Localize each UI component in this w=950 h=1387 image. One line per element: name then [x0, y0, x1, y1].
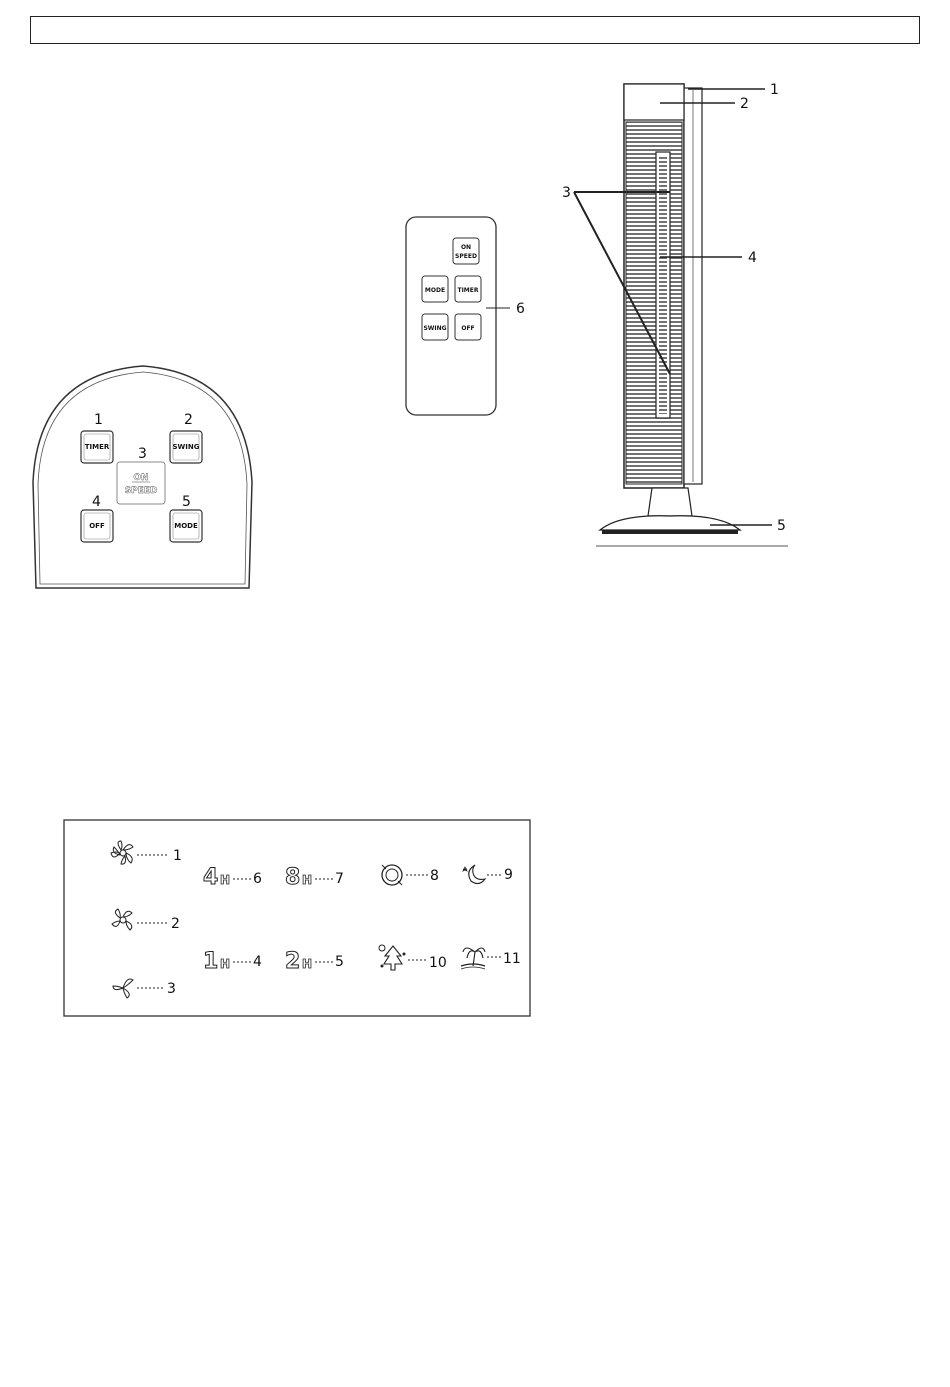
svg-text:OFF: OFF: [461, 325, 475, 332]
remote-label-6: 6: [516, 301, 525, 317]
mode-button[interactable]: [170, 510, 202, 542]
legend-label-11: 11: [503, 951, 521, 967]
remote-figure: [400, 212, 540, 422]
control-panel-figure: [28, 362, 260, 594]
svg-text:TIMER: TIMER: [84, 443, 110, 451]
display-legend-figure: [63, 818, 533, 1018]
tower-fan-figure: [560, 76, 820, 550]
remote-on-speed-button[interactable]: [453, 238, 479, 264]
svg-text:1: 1: [203, 949, 219, 974]
svg-text:SWING: SWING: [423, 325, 447, 332]
label-4: 4: [92, 494, 101, 510]
svg-text:SPEED: SPEED: [455, 253, 477, 260]
legend-label-10: 10: [429, 955, 447, 971]
legend-label-5: 5: [335, 954, 344, 970]
legend-label-8: 8: [430, 868, 439, 884]
off-button[interactable]: [81, 510, 113, 542]
remote-mode-button[interactable]: [422, 276, 448, 302]
svg-text:H: H: [302, 957, 313, 971]
fan-label-4: 4: [748, 250, 757, 266]
swing-button[interactable]: [170, 431, 202, 463]
label-5: 5: [182, 494, 191, 510]
on-speed-button[interactable]: [117, 462, 165, 504]
legend-label-9: 9: [504, 867, 513, 883]
svg-text:H: H: [302, 873, 313, 887]
legend-label-3: 3: [167, 981, 176, 997]
svg-text:OFF: OFF: [89, 522, 105, 530]
legend-label-2: 2: [171, 916, 180, 932]
svg-text:MODE: MODE: [174, 522, 198, 530]
svg-text:8: 8: [285, 865, 301, 890]
svg-text:H: H: [220, 957, 231, 971]
svg-text:SPEED: SPEED: [124, 486, 158, 496]
remote-swing-button[interactable]: [422, 314, 448, 340]
label-3: 3: [138, 446, 147, 462]
svg-text:4: 4: [203, 865, 219, 890]
svg-text:H: H: [220, 873, 231, 887]
fan-label-1: 1: [770, 82, 779, 98]
timer-button[interactable]: [81, 431, 113, 463]
legend-label-4: 4: [253, 954, 262, 970]
legend-label-6: 6: [253, 871, 262, 887]
svg-text:ON: ON: [133, 473, 149, 483]
label-1: 1: [94, 412, 103, 428]
svg-text:2: 2: [285, 949, 301, 974]
svg-text:ON: ON: [460, 244, 472, 251]
svg-text:MODE: MODE: [424, 287, 446, 294]
fan-label-3: 3: [562, 185, 571, 201]
remote-off-button[interactable]: [455, 314, 481, 340]
remote-timer-button[interactable]: [455, 276, 481, 302]
fan-label-5: 5: [777, 518, 786, 534]
header-box: [30, 16, 920, 44]
fan-label-2: 2: [740, 96, 749, 112]
svg-text:TIMER: TIMER: [457, 287, 479, 294]
legend-label-7: 7: [335, 871, 344, 887]
label-2: 2: [184, 412, 193, 428]
legend-label-1: 1: [173, 848, 182, 864]
svg-text:SWING: SWING: [172, 443, 200, 451]
